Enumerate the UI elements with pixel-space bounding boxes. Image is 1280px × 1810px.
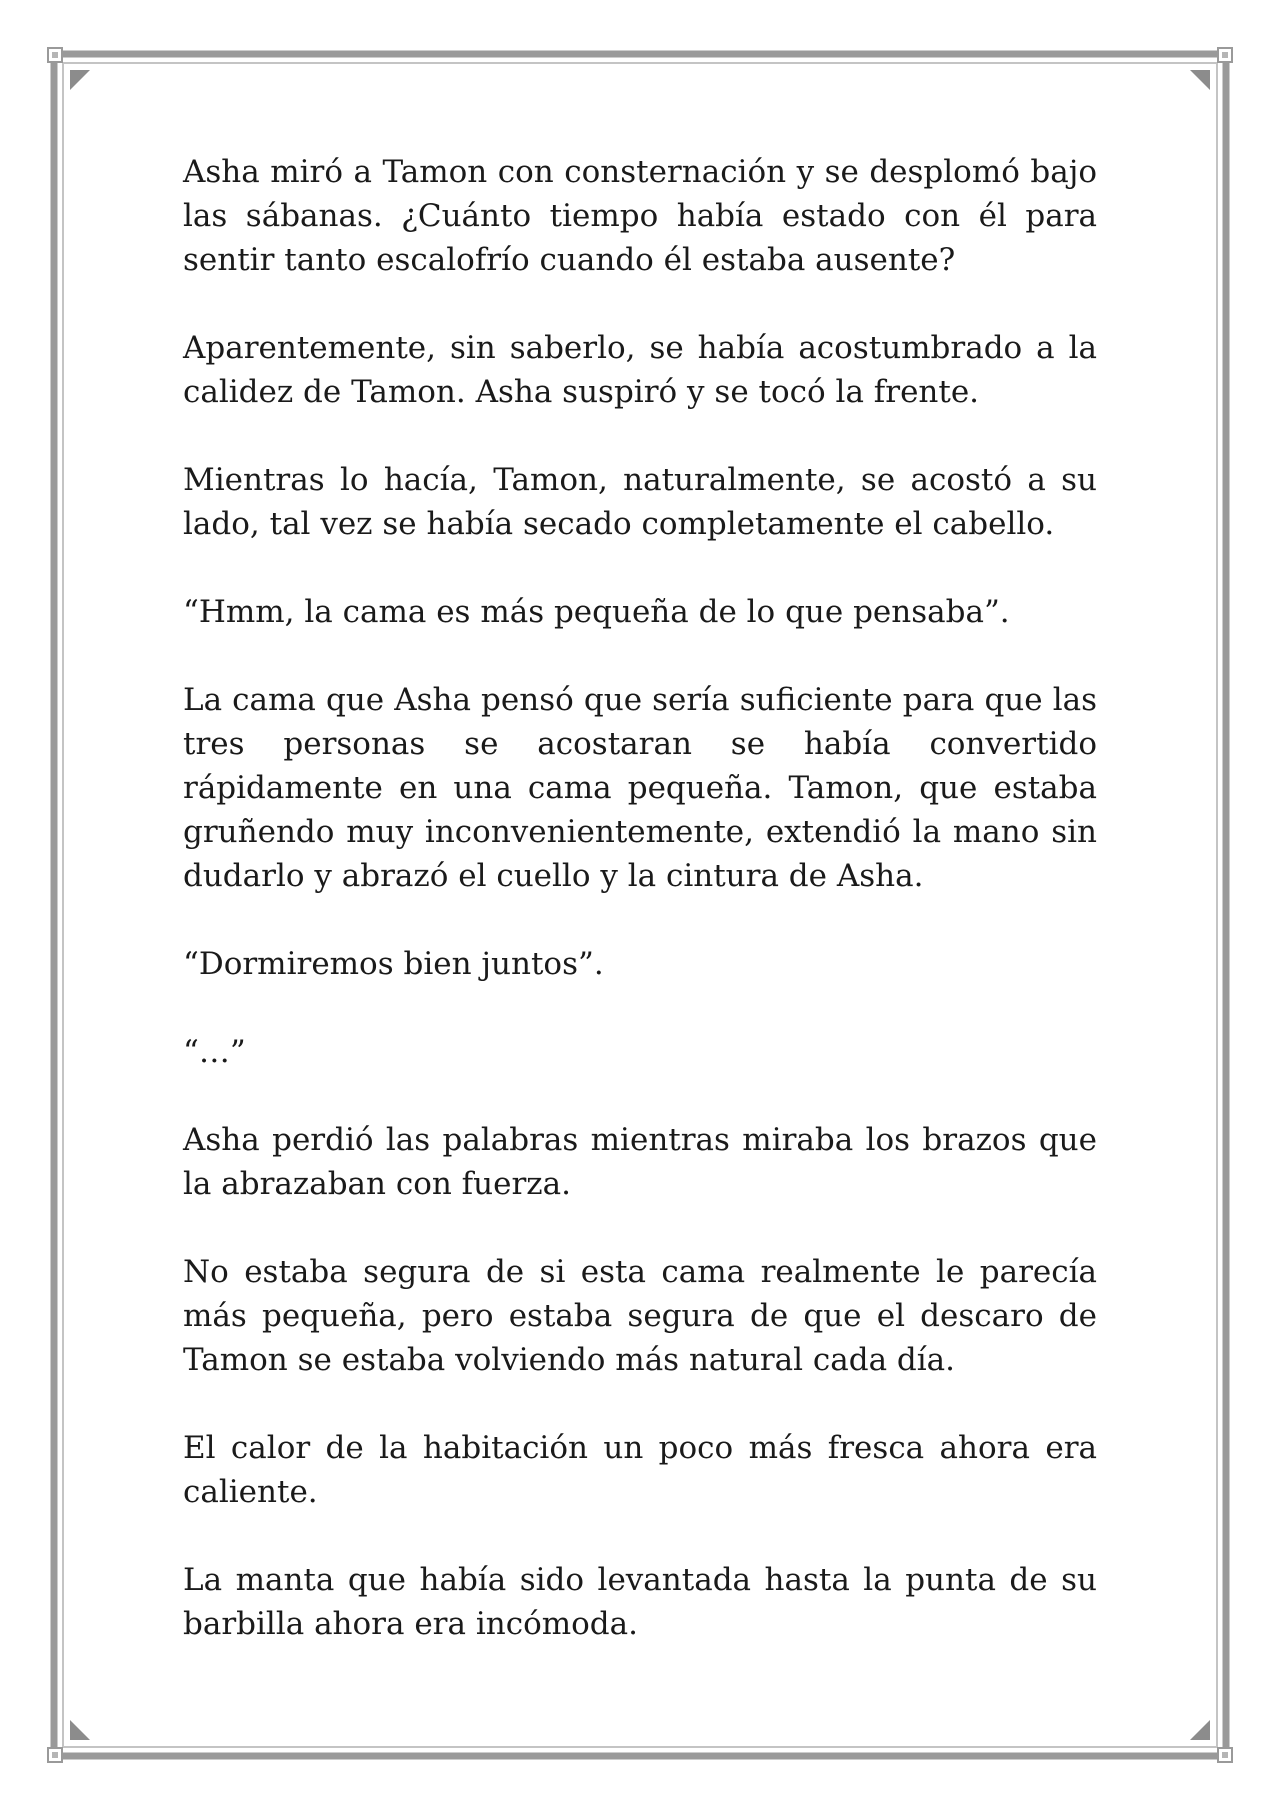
corner-triangle-bottom-right: [1190, 1720, 1210, 1740]
corner-triangle-bottom-left: [70, 1720, 90, 1740]
corner-triangle-top-right: [1190, 70, 1210, 90]
corner-notch-top-left: [48, 48, 62, 62]
paragraph: El calor de la habitación un poco más fresca ahora era caliente.: [183, 1430, 1097, 1510]
corner-notch-bottom-left: [48, 1748, 62, 1762]
paragraph: Asha miró a Tamon con consternación y se desplomó bajo las sábanas. ¿Cuánto tiempo había estado con él para sentir tanto escalofrío cuando él estaba ausente?: [183, 154, 1097, 278]
paragraph: No estaba segura de si esta cama realmente le parecía más pequeña, pero estaba segura de que el descaro de Tamon se estaba volviendo más natural cada día.: [183, 1254, 1097, 1378]
dialogue-line: “Hmm, la cama es más pequeña de lo que pensaba”.: [183, 594, 1010, 630]
paragraph: Aparentemente, sin saberlo, se había acostumbrado a la calidez de Tamon. Asha suspiró y se tocó la frente.: [183, 330, 1097, 410]
paragraph: Asha perdió las palabras mientras miraba los brazos que la abrazaban con fuerza.: [183, 1122, 1097, 1202]
dialogue-line: “…”: [183, 1034, 246, 1070]
dialogue-line: “Dormiremos bien juntos”.: [183, 946, 604, 982]
corner-notch-bottom-right: [1218, 1748, 1232, 1762]
corner-triangle-top-left: [70, 70, 90, 90]
paragraph: La manta que había sido levantada hasta la punta de su barbilla ahora era incómoda.: [183, 1562, 1097, 1642]
paragraph: Mientras lo hacía, Tamon, naturalmente, se acostó a su lado, tal vez se había secado completamente el cabello.: [183, 462, 1097, 542]
paragraph: La cama que Asha pensó que sería suficiente para que las tres personas se acostaran se había convertido rápidamente en una cama pequeña. Tamon, que estaba gruñendo muy inconvenientemente, extendió la mano sin dudarlo y abrazó el cuello y la cintura de Asha.: [183, 682, 1097, 894]
story-text-body: [183, 150, 1097, 1646]
corner-notch-top-right: [1218, 48, 1232, 62]
